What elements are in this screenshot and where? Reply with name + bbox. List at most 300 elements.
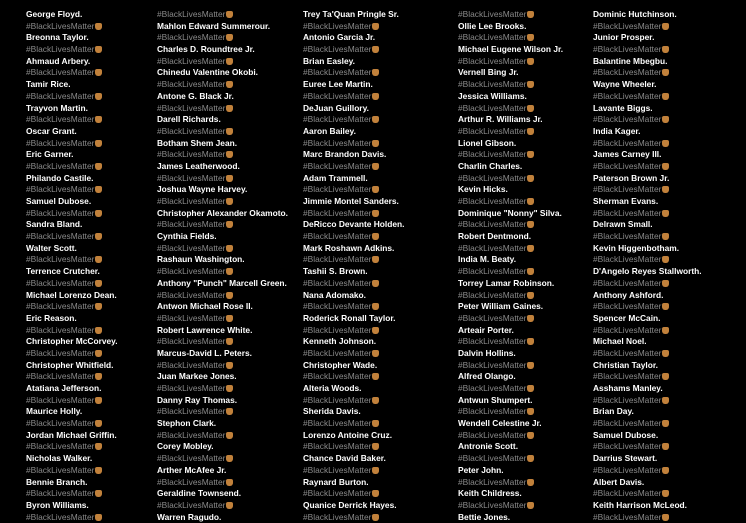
hashtag-text: #BlackLivesMatter [593,511,662,522]
hashtag-line [593,301,702,313]
hashtag-text: #BlackLivesMatter [593,184,662,195]
victim-name: Danny Ray Thomas. [157,394,238,405]
victim-name: Charlin Charles. [458,160,523,171]
raised-fist-icon [95,397,102,404]
raised-fist-icon [95,186,102,193]
hashtag-line [458,266,563,278]
hashtag-line [157,149,288,161]
raised-fist-icon [527,455,534,462]
hashtag-text: #BlackLivesMatter [26,464,95,475]
victim-name: Albert Davis. [593,476,645,487]
hashtag-line [458,149,563,161]
hashtag-line [458,500,563,512]
hashtag-text: #BlackLivesMatter [26,441,95,452]
hashtag-line [593,208,702,220]
hashtag-line [157,79,288,91]
hashtag-line [303,161,404,173]
victim-name: Michael Eugene Wilson Jr. [458,44,564,55]
victim-name: Antwon Michael Rose II. [157,301,253,312]
raised-fist-icon [372,116,379,123]
raised-fist-icon [527,432,534,439]
victim-name: Bettie Jones. [458,511,511,522]
hashtag-line [303,325,404,337]
raised-fist-icon [95,210,102,217]
hashtag-text: #BlackLivesMatter [26,324,95,335]
victim-name: Dominique "Nonny" Silva. [458,207,562,218]
raised-fist-icon [662,490,669,497]
victim-name: Rashaun Washington. [157,254,245,265]
victim-name: Aaron Bailey. [303,125,356,136]
hashtag-line [157,243,288,255]
hashtag-text: #BlackLivesMatter [593,20,662,31]
raised-fist-icon [527,245,534,252]
victim-name: DeJuan Guillory. [303,102,369,113]
hashtag-text: #BlackLivesMatter [26,511,95,522]
hashtag-line [458,453,563,465]
hashtag-line [458,313,563,325]
raised-fist-icon [226,432,233,439]
raised-fist-icon [527,408,534,415]
hashtag-line [157,430,288,442]
victim-name: Quanice Derrick Hayes. [303,499,397,510]
hashtag-text: #BlackLivesMatter [458,429,527,440]
hashtag-text: #BlackLivesMatter [303,254,372,265]
victim-name: Philando Castile. [26,172,94,183]
hashtag-text: #BlackLivesMatter [157,149,226,160]
raised-fist-icon [226,175,233,182]
hashtag-text: #BlackLivesMatter [26,277,95,288]
raised-fist-icon [226,58,233,65]
victim-name: Eric Reason. [26,312,77,323]
hashtag-line [26,301,118,313]
hashtag-text: #BlackLivesMatter [26,394,95,405]
hashtag-text: #BlackLivesMatter [593,464,662,475]
victim-name: Lavante Biggs. [593,102,653,113]
hashtag-text: #BlackLivesMatter [593,371,662,382]
hashtag-line [458,360,563,372]
victim-name: Tashii S. Brown. [303,266,368,277]
hashtag-line [458,9,563,21]
hashtag-text: #BlackLivesMatter [303,277,372,288]
victim-name: Michael Lorenzo Dean. [26,289,117,300]
victim-name: Anthony Ashford. [593,289,664,300]
hashtag-text: #BlackLivesMatter [303,114,372,125]
victim-name: Brian Day. [593,406,634,417]
hashtag-line [593,138,702,150]
hashtag-text: #BlackLivesMatter [157,9,226,19]
hashtag-line [593,91,702,103]
raised-fist-icon [527,385,534,392]
hashtag-line [458,103,563,115]
hashtag-line [26,488,118,500]
hashtag-text: #BlackLivesMatter [157,499,226,510]
hashtag-text: #BlackLivesMatter [157,359,226,370]
hashtag-line [593,44,702,56]
raised-fist-icon [226,292,233,299]
hashtag-text: #BlackLivesMatter [593,347,662,358]
hashtag-text: #BlackLivesMatter [157,266,226,277]
hashtag-text: #BlackLivesMatter [26,418,95,429]
hashtag-text: #BlackLivesMatter [458,55,527,66]
victim-name: Stephon Clark. [157,418,217,429]
raised-fist-icon [527,479,534,486]
hashtag-line [593,231,702,243]
victim-name: Marc Brandon Davis. [303,149,387,160]
hashtag-line [157,336,288,348]
raised-fist-icon [372,69,379,76]
raised-fist-icon [95,420,102,427]
hashtag-text: #BlackLivesMatter [303,90,372,101]
raised-fist-icon [662,23,669,30]
victim-name: Christopher Wade. [303,359,378,370]
hashtag-text: #BlackLivesMatter [157,55,226,66]
victim-name: Kevin Hicks. [458,184,508,195]
raised-fist-icon [226,198,233,205]
raised-fist-icon [95,256,102,263]
hashtag-line [26,348,118,360]
hashtag-text: #BlackLivesMatter [157,453,226,464]
hashtag-line [26,208,118,220]
hashtag-text: #BlackLivesMatter [458,102,527,113]
raised-fist-icon [372,93,379,100]
hashtag-text: #BlackLivesMatter [26,254,95,265]
hashtag-text: #BlackLivesMatter [593,137,662,148]
raised-fist-icon [372,397,379,404]
victim-name: Maurice Holly. [26,406,83,417]
raised-fist-icon [527,268,534,275]
victim-name: Nana Adomako. [303,289,366,300]
victim-name: Wayne Wheeler. [593,79,657,90]
hashtag-text: #BlackLivesMatter [303,301,372,312]
victim-name: Antone G. Black Jr. [157,90,234,101]
hashtag-line [593,441,702,453]
hashtag-text: #BlackLivesMatter [303,160,372,171]
hashtag-line [458,126,563,138]
hashtag-line [157,196,288,208]
victim-name: Chinedu Valentine Okobi. [157,67,258,78]
hashtag-text: #BlackLivesMatter [593,207,662,218]
hashtag-line [157,56,288,68]
raised-fist-icon [372,163,379,170]
hashtag-line [593,184,702,196]
victim-name: Jordan Michael Griffin. [26,429,117,440]
hashtag-text: #BlackLivesMatter [458,32,527,43]
hashtag-line [26,114,118,126]
hashtag-text: #BlackLivesMatter [26,347,95,358]
hashtag-text: #BlackLivesMatter [303,20,372,31]
raised-fist-icon [372,186,379,193]
raised-fist-icon [372,256,379,263]
hashtag-line [593,488,702,500]
hashtag-line [157,103,288,115]
victim-name: Joshua Wayne Harvey. [157,184,248,195]
hashtag-line [458,430,563,442]
victim-name: Botham Shem Jean. [157,137,238,148]
hashtag-line [458,32,563,44]
raised-fist-icon [95,46,102,53]
raised-fist-icon [95,163,102,170]
hashtag-line [593,512,702,523]
victim-name: Jessica Williams. [458,90,527,101]
hashtag-line [303,231,404,243]
name-column-4 [458,9,563,523]
hashtag-line [157,313,288,325]
hashtag-text: #BlackLivesMatter [303,137,372,148]
raised-fist-icon [226,479,233,486]
hashtag-line [157,500,288,512]
raised-fist-icon [527,105,534,112]
hashtag-text: #BlackLivesMatter [458,406,527,417]
raised-fist-icon [662,233,669,240]
raised-fist-icon [226,128,233,135]
hashtag-line [593,325,702,337]
hashtag-text: #BlackLivesMatter [303,44,372,55]
hashtag-text: #BlackLivesMatter [593,114,662,125]
hashtag-line [157,126,288,138]
hashtag-line [303,441,404,453]
hashtag-line [303,44,404,56]
hashtag-line [157,383,288,395]
hashtag-line [458,383,563,395]
raised-fist-icon [372,280,379,287]
victim-name: Asshams Manley. [593,383,663,393]
raised-fist-icon [372,327,379,334]
victim-name: Sherida Davis. [303,406,361,417]
victim-name: Sandra Bland. [26,219,83,230]
victim-name: Trey Ta'Quan Pringle Sr. [303,9,399,19]
victim-name: Arther McAfee Jr. [157,464,227,475]
hashtag-text: #BlackLivesMatter [458,125,527,136]
victim-name: Bennie Branch. [26,476,88,487]
victim-name: Samuel Dubose. [26,196,92,206]
hashtag-line [303,301,404,313]
victim-name: Keith Childress. [458,488,522,499]
raised-fist-icon [527,11,534,18]
raised-fist-icon [226,245,233,252]
victim-name: James Carney III. [593,149,662,160]
victim-name: Christopher McCorvey. [26,336,118,347]
raised-fist-icon [662,350,669,357]
hashtag-text: #BlackLivesMatter [157,79,226,90]
hashtag-line [593,465,702,477]
raised-fist-icon [95,93,102,100]
victim-name: Brian Easley. [303,55,355,66]
victim-name: Nicholas Walker. [26,453,93,464]
victim-name: Kenneth Johnson. [303,336,377,347]
raised-fist-icon [372,373,379,380]
hashtag-line [157,32,288,44]
hashtag-line [26,44,118,56]
hashtag-text: #BlackLivesMatter [26,371,95,382]
victim-name: George Floyd. [26,9,83,19]
victim-name: Atatiana Jefferson. [26,383,102,393]
raised-fist-icon [527,34,534,41]
hashtag-text: #BlackLivesMatter [303,371,372,382]
hashtag-line [593,418,702,430]
victim-name: Anthony "Punch" Marcell Green. [157,277,287,288]
hashtag-line [26,395,118,407]
victim-name: Charles D. Roundtree Jr. [157,44,255,55]
victim-name: D'Angelo Reyes Stallworth. [593,266,702,277]
hashtag-line [303,371,404,383]
hashtag-text: #BlackLivesMatter [458,172,527,183]
raised-fist-icon [372,23,379,30]
victim-name: Corey Mobley. [157,441,214,452]
hashtag-line [157,360,288,372]
hashtag-text: #BlackLivesMatter [26,231,95,242]
hashtag-line [26,512,118,523]
hashtag-text: #BlackLivesMatter [593,488,662,499]
hashtag-line [458,173,563,185]
hashtag-text: #BlackLivesMatter [458,383,527,393]
hashtag-text: #BlackLivesMatter [303,511,372,522]
raised-fist-icon [95,280,102,287]
hashtag-text: #BlackLivesMatter [157,32,226,43]
raised-fist-icon [372,420,379,427]
victim-name: Christopher Alexander Okamoto. [157,207,288,218]
hashtag-line [157,453,288,465]
hashtag-line [157,290,288,302]
victim-name: Eric Garner. [26,149,74,160]
hashtag-line [303,184,404,196]
victim-name: Ollie Lee Brooks. [458,20,527,31]
hashtag-text: #BlackLivesMatter [303,207,372,218]
hashtag-line [458,290,563,302]
hashtag-line [303,67,404,79]
raised-fist-icon [226,34,233,41]
raised-fist-icon [95,327,102,334]
hashtag-text: #BlackLivesMatter [593,418,662,429]
hashtag-text: #BlackLivesMatter [458,196,527,206]
hashtag-text: #BlackLivesMatter [458,453,527,464]
raised-fist-icon [95,303,102,310]
hashtag-line [157,266,288,278]
victim-name: Dominic Hutchinson. [593,9,677,19]
hashtag-line [593,67,702,79]
victim-name: Junior Prosper. [593,32,655,43]
hashtag-text: #BlackLivesMatter [26,160,95,171]
hashtag-text: #BlackLivesMatter [458,476,527,487]
victim-name: Raynard Burton. [303,476,369,487]
hashtag-text: #BlackLivesMatter [458,149,527,160]
raised-fist-icon [662,69,669,76]
victim-name: Walter Scott. [26,242,77,253]
hashtag-text: #BlackLivesMatter [26,301,95,312]
victim-name: Christian Taylor. [593,359,658,370]
raised-fist-icon [527,502,534,509]
hashtag-line [157,9,288,21]
hashtag-text: #BlackLivesMatter [157,406,226,417]
victim-name: James Leatherwood. [157,160,240,171]
hashtag-text: #BlackLivesMatter [303,464,372,475]
raised-fist-icon [95,373,102,380]
hashtag-text: #BlackLivesMatter [458,242,527,253]
hashtag-text: #BlackLivesMatter [593,324,662,335]
raised-fist-icon [662,46,669,53]
name-column-3 [303,9,404,523]
victim-name: Kevin Higgenbotham. [593,242,680,253]
hashtag-line [458,243,563,255]
raised-fist-icon [662,280,669,287]
hashtag-line [26,465,118,477]
victim-name: Terrence Crutcher. [26,266,100,277]
hashtag-line [26,231,118,243]
victim-name: Wendell Celestine Jr. [458,418,542,429]
hashtag-line [26,371,118,383]
raised-fist-icon [226,502,233,509]
raised-fist-icon [226,11,233,18]
hashtag-text: #BlackLivesMatter [458,359,527,370]
hashtag-line [157,219,288,231]
raised-fist-icon [226,221,233,228]
hashtag-line [26,278,118,290]
hashtag-line [26,21,118,33]
raised-fist-icon [95,23,102,30]
victim-name: Darell Richards. [157,114,221,125]
victim-name: Ahmaud Arbery. [26,55,91,66]
hashtag-line [303,208,404,220]
hashtag-line [303,278,404,290]
raised-fist-icon [662,514,669,521]
hashtag-text: #BlackLivesMatter [157,219,226,230]
raised-fist-icon [95,443,102,450]
victim-name: Arteair Porter. [458,324,514,335]
hashtag-text: #BlackLivesMatter [593,277,662,288]
victim-name: India Kager. [593,125,641,136]
hashtag-text: #BlackLivesMatter [26,184,95,195]
hashtag-text: #BlackLivesMatter [26,90,95,101]
raised-fist-icon [662,116,669,123]
hashtag-text: #BlackLivesMatter [458,312,527,323]
victim-name: Adam Trammell. [303,172,368,183]
victim-name: Cynthia Fields. [157,231,217,242]
raised-fist-icon [95,350,102,357]
hashtag-line [593,278,702,290]
raised-fist-icon [527,362,534,369]
raised-fist-icon [662,140,669,147]
hashtag-text: #BlackLivesMatter [157,383,226,393]
raised-fist-icon [226,338,233,345]
raised-fist-icon [372,210,379,217]
hashtag-line [26,325,118,337]
hashtag-line [26,418,118,430]
raised-fist-icon [527,315,534,322]
hashtag-text: #BlackLivesMatter [593,44,662,55]
hashtag-text: #BlackLivesMatter [157,336,226,347]
name-column-5 [593,9,702,523]
raised-fist-icon [662,373,669,380]
victim-name: Marcus-David L. Peters. [157,347,252,358]
victim-name: Alfred Olango. [458,371,516,382]
victim-name: Samuel Dubose. [593,429,659,440]
hashtag-text: #BlackLivesMatter [593,301,662,312]
raised-fist-icon [226,455,233,462]
hashtag-text: #BlackLivesMatter [157,172,226,183]
hashtag-text: #BlackLivesMatter [303,418,372,429]
raised-fist-icon [662,163,669,170]
victim-name: Antwun Shumpert. [458,394,533,405]
hashtag-line [458,79,563,91]
victim-name: Keith Harrison McLeod. [593,499,687,510]
hashtag-line [303,138,404,150]
victim-name: India M. Beaty. [458,254,517,265]
hashtag-text: #BlackLivesMatter [593,441,662,452]
hashtag-line [303,21,404,33]
raised-fist-icon [662,443,669,450]
hashtag-text: #BlackLivesMatter [593,254,662,265]
raised-fist-icon [95,514,102,521]
raised-fist-icon [372,443,379,450]
